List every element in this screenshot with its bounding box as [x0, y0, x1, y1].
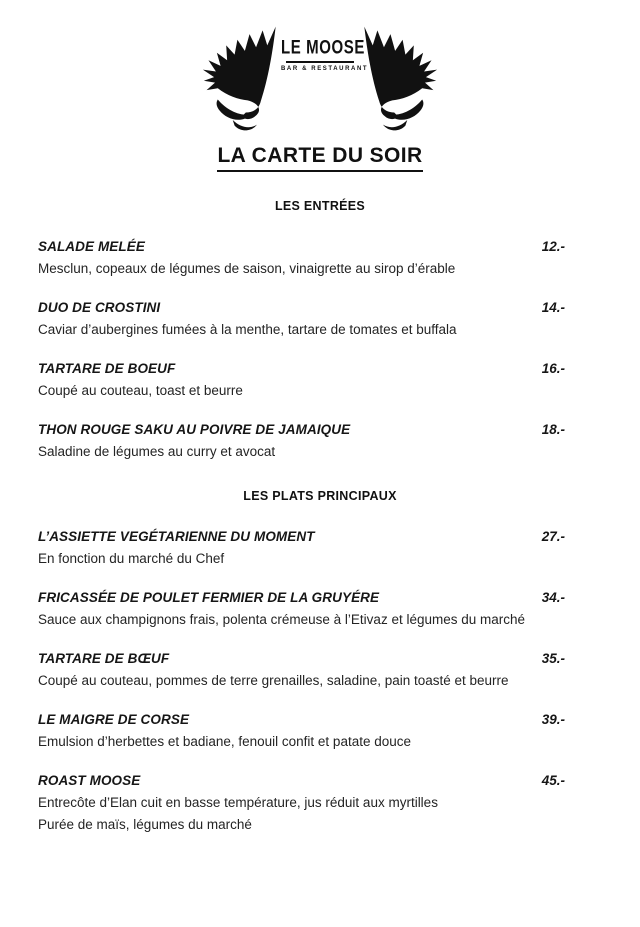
dish-price: 35.-: [541, 651, 565, 666]
dish-name: TARTARE DE BOEUF: [38, 361, 176, 376]
logo-text-block: [281, 22, 369, 72]
dish-row: [38, 419, 565, 440]
menu-item: [38, 358, 565, 401]
dish-name: DUO DE CROSTINI: [38, 300, 161, 315]
dish-price: 39.-: [541, 712, 565, 727]
section-heading: LES ENTRÉES: [274, 199, 366, 213]
title-wrap: [0, 144, 640, 172]
dish-price: 34.-: [541, 590, 565, 605]
dish-description: En fonction du marché du Chef: [38, 551, 225, 566]
section-heading: LES PLATS PRINCIPAUX: [243, 489, 397, 503]
dish-description: Caviar d’aubergines fumées à la menthe, tartare de tomates et buffala: [38, 322, 457, 337]
dish-name: L’ASSIETTE VEGÉTARIENNE DU MOMENT: [38, 529, 315, 544]
dish-price: 45.-: [541, 773, 565, 788]
menu-page: [0, 22, 640, 927]
dish-description: Coupé au couteau, toast et beurre: [38, 383, 243, 398]
dish-name: LE MAIGRE DE CORSE: [38, 712, 190, 727]
dish-name: TARTARE DE BŒUF: [38, 651, 170, 666]
menu-item: [38, 236, 565, 279]
brand-name: LE MOOSE: [281, 37, 365, 59]
dish-price: 18.-: [541, 422, 565, 437]
dish-row: [38, 587, 565, 608]
logo-divider: [286, 61, 354, 63]
menu-item: [38, 587, 565, 630]
menu-item: [38, 526, 565, 569]
dish-row: [38, 709, 565, 730]
dish-name: ROAST MOOSE: [38, 773, 141, 788]
menu-item: [38, 297, 565, 340]
dish-row: [38, 526, 565, 547]
menu-item: [38, 770, 565, 835]
dish-price: 16.-: [541, 361, 565, 376]
page-title: LA CARTE DU SOIR: [217, 144, 422, 172]
dish-description: Entrecôte d’Elan cuit en basse température, jus réduit aux myrtilles: [38, 795, 438, 810]
restaurant-logo: [0, 22, 640, 136]
dish-row: [38, 358, 565, 379]
dish-description: Sauce aux champignons frais, polenta crémeuse à l’Etivaz et légumes du marché: [38, 612, 526, 627]
dish-description-line2: Purée de maïs, légumes du marché: [38, 817, 252, 832]
menu-item: [38, 648, 565, 691]
section-items: [0, 236, 640, 462]
dish-row: [38, 648, 565, 669]
dish-price: 27.-: [541, 529, 565, 544]
dish-description: Emulsion d’herbettes et badiane, fenouil confit et patate douce: [38, 734, 412, 749]
dish-name: THON ROUGE SAKU AU POIVRE DE JAMAIQUE: [38, 422, 351, 437]
menu-section-entrees: [0, 199, 640, 462]
menu-item: [38, 419, 565, 462]
dish-description: Coupé au couteau, pommes de terre grenailles, saladine, pain toasté et beurre: [38, 673, 509, 688]
menu-section-plats: [0, 489, 640, 835]
dish-price: 14.-: [541, 300, 565, 315]
moose-antler-right-icon: [355, 22, 439, 134]
dish-row: [38, 236, 565, 257]
dish-name: FRICASSÉE DE POULET FERMIER DE LA GRUYÉRE: [38, 590, 380, 605]
dish-description: Mesclun, copeaux de légumes de saison, vinaigrette au sirop d’érable: [38, 261, 456, 276]
brand-tagline: BAR & RESTAURANT: [281, 66, 369, 72]
dish-description: Saladine de légumes au curry et avocat: [38, 444, 276, 459]
menu-item: [38, 709, 565, 752]
dish-price: 12.-: [541, 239, 565, 254]
dish-row: [38, 297, 565, 318]
section-items: [0, 526, 640, 835]
moose-antler-left-icon: [201, 22, 285, 134]
dish-row: [38, 770, 565, 791]
dish-name: SALADE MELÉE: [38, 239, 145, 254]
